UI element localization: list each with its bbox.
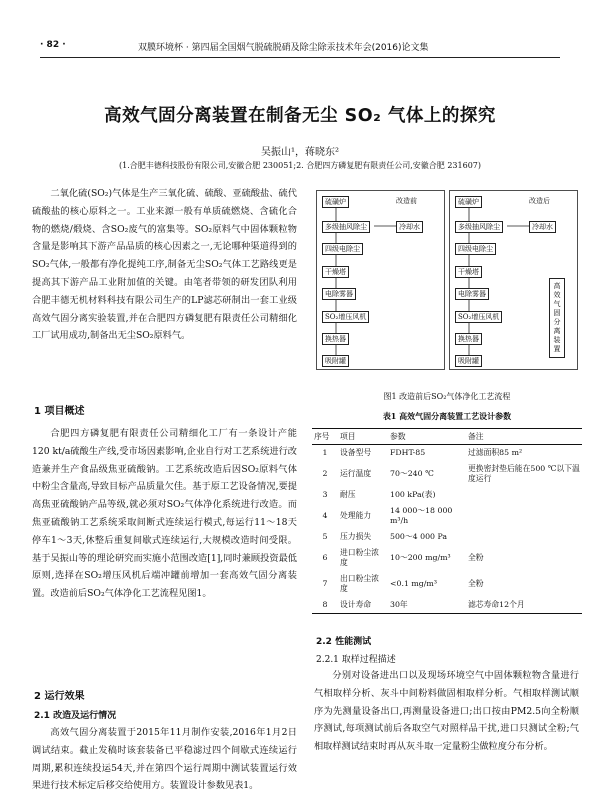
table-row xyxy=(312,445,582,462)
cell-no: 2 xyxy=(322,469,328,478)
cell-item: 出口粉尘浓度 xyxy=(340,574,379,593)
after-label: 改造后 xyxy=(529,197,550,205)
section-1-heading: 1 项目概述 xyxy=(34,406,85,417)
cell-param: 500～4 000 Pa xyxy=(390,532,448,541)
cell-param: 14 000～18 000 m³/h xyxy=(390,506,453,525)
table-row xyxy=(312,487,582,503)
before-label: 改造前 xyxy=(396,197,417,205)
separator-unit-box: 高效气固分离装置 xyxy=(549,278,565,358)
before-step-3: 四级电除尘 xyxy=(322,243,363,255)
cell-item: 耐压 xyxy=(340,490,356,499)
table-row xyxy=(312,545,582,571)
cell-item: 处理能力 xyxy=(340,511,372,520)
journal-title: 双膜环境杯 · 第四届全国烟气脱硫脱硝及除尘除汞技术年会(2016)论文集 xyxy=(138,43,429,53)
after-step-8: 吸附罐 xyxy=(455,355,482,367)
figure-caption: 图1 改造前后SO₂气体净化工艺流程 xyxy=(383,392,511,401)
cell-no: 3 xyxy=(322,490,328,499)
design-parameter-table xyxy=(312,428,582,614)
col-header-param: 参数 xyxy=(388,429,466,445)
before-step-2: 多级抽风除尘 xyxy=(322,221,370,233)
subsection-2-2-1-text: 分别对设备进出口以及现场环境空气中固体颗粒物含量进行气相取样分析、灰斗中间粉料做固相取样分析。气相取样测试顺序为先测量设备出口,再测量设备进口;出口按由PM2.5向全粉顺序测试,每项测试前后各取空气对照样品干扰,进口只测试全粉;气相取样测试结束时再从灰斗取一定量粉尘做粒度分布分析。 xyxy=(314,670,579,753)
cell-note: 全粉 xyxy=(468,579,484,588)
cell-note xyxy=(466,529,582,545)
header-rule xyxy=(40,57,560,58)
cell-note xyxy=(466,487,582,503)
cell-note: 更换密封垫后能在500 ℃以下温度运行 xyxy=(468,464,580,483)
before-step-8: 吸附罐 xyxy=(322,355,349,367)
cell-no: 8 xyxy=(312,597,338,614)
cell-note: 过滤面积85 m² xyxy=(468,448,523,457)
cell-param: 10～200 mg/m³ xyxy=(390,553,451,562)
cell-no: 1 xyxy=(322,448,328,457)
cell-no: 5 xyxy=(322,532,328,541)
cell-note: 全粉 xyxy=(468,553,484,562)
cell-param: 100 kPa(表) xyxy=(390,490,436,499)
cell-item: 进口粉尘浓度 xyxy=(340,548,379,567)
after-cooling-water: 冷却水 xyxy=(529,221,556,233)
table-row xyxy=(312,503,582,529)
subsection-2-2-1-heading: 2.2.1 取样过程描述 xyxy=(316,655,396,665)
after-step-4: 干燥塔 xyxy=(455,266,482,278)
cell-note xyxy=(466,503,582,529)
after-step-6: SO₂增压风机 xyxy=(455,311,502,323)
table-row xyxy=(312,529,582,545)
table-header-row xyxy=(312,429,582,445)
before-step-6: SO₂增压风机 xyxy=(322,311,369,323)
cell-item: 压力损失 xyxy=(340,532,372,541)
after-step-3: 四级电除尘 xyxy=(455,243,496,255)
cell-param: FDHT-85 xyxy=(390,448,426,457)
intro-paragraph: 二氧化硫(SO₂)气体是生产三氧化硫、硫酸、亚硫酸盐、硫代硫酸盐的核心原料之一。工业来源一般有单质硫燃烧、含硫化合物的燃烧/煅烧、含SO₂废气的富集等。SO₂原料气中固体颗粒物含量是影响其下游产品品质的核心因素之一,无论哪种渠道得到的SO₂气体,一般都有净化提纯工序,制备无尘SO₂气体工艺路线更是提高其下游产品工业附加值的关键。由笔者带领的研发团队利用合肥丰德无机材料科技有限公司生产的LP滤芯研制出一套工业级高效气固分离实验装置,并在合肥四方磷复肥有限责任公司精细化工厂试用成功,制备出无尘SO₂原料气。 xyxy=(32,188,297,342)
cell-param: <0.1 mg/m³ xyxy=(390,579,437,588)
before-step-1: 硫磺炉 xyxy=(322,196,349,208)
paper-title: 高效气固分离装置在制备无尘 SO₂ 气体上的探究 xyxy=(104,106,496,126)
page-number: · 82 · xyxy=(40,40,66,50)
subsection-2-1-heading: 2.1 改造及运行情况 xyxy=(34,711,117,721)
before-cooling-water: 冷却水 xyxy=(396,221,423,233)
after-step-5: 电除雾器 xyxy=(455,288,489,300)
section-2-heading: 2 运行效果 xyxy=(34,691,85,702)
section-1-text: 合肥四方磷复肥有限责任公司精细化工厂有一条设计产能120 kt/a硫酸生产线,受市场因素影响,企业自行对工艺系统进行改造兼并生产食品级焦亚硫酸钠。工艺系统改造后因SO₂原料气体中粉尘含量高,导致目标产品质量欠佳。基于原工艺设备情况,要提高焦亚硫酸钠产品等级,就必须对SO₂气体净化系统进行改造。而焦亚硫酸钠工艺系统采取间断式连续运行模式,每运行11～18天停车1～3天,休整后重复间歇式连续运行,大规模改造时间受限。基于吴振山等的理论研究而实施小范围改造[1],同时兼顾投资最低原则,选择在SO₂增压风机后端冲罐前增加一套高效气固分离装置。改造前后SO₂气体净化工艺流程见图1。 xyxy=(32,428,297,600)
cell-param: 70～240 ℃ xyxy=(390,469,434,478)
cell-no: 7 xyxy=(322,579,328,588)
table-caption: 表1 高效气固分离装置工艺设计参数 xyxy=(382,411,512,421)
running-header xyxy=(40,40,560,56)
cell-item: 运行温度 xyxy=(340,469,372,478)
subsection-2-1-text: 高效气固分离装置于2015年11月制作安装,2016年1月2日调试结束。截止发稿时该套装备已平稳滤过四个间歇式连续运行周期,累积连续投运54天,并在第四个运行周期中测试装置运行效果进行技术标定后移交给使用方。装置设计参数见表1。 xyxy=(32,727,297,792)
col-header-no: 序号 xyxy=(312,429,338,445)
before-step-7: 换热器 xyxy=(322,333,349,345)
cell-item: 设备型号 xyxy=(340,448,372,457)
flow-connectors xyxy=(316,190,578,370)
cell-note: 滤芯寿命12个月 xyxy=(466,597,582,614)
cell-item: 设计寿命 xyxy=(338,597,388,614)
after-step-1: 硫磺炉 xyxy=(455,196,482,208)
after-step-7: 换热器 xyxy=(455,333,482,345)
table-row xyxy=(312,571,582,597)
col-header-note: 备注 xyxy=(466,429,582,445)
table-row xyxy=(312,597,582,614)
before-step-5: 电除雾器 xyxy=(322,288,356,300)
subsection-2-2-heading: 2.2 性能测试 xyxy=(316,637,372,647)
before-step-4: 干燥塔 xyxy=(322,266,349,278)
cell-no: 4 xyxy=(322,511,328,520)
process-flow-diagram xyxy=(316,190,578,370)
cell-no: 6 xyxy=(322,553,328,562)
after-step-2: 多级抽风除尘 xyxy=(455,221,503,233)
affiliation: (1.合肥丰德科技股份有限公司,安徽合肥 230051;2. 合肥四方磷复肥有限责任公司,安徽合肥 231607) xyxy=(119,161,481,170)
authors: 吴振山¹，蒋晓东² xyxy=(260,147,340,158)
cell-param: 30年 xyxy=(388,597,466,614)
col-header-item: 项目 xyxy=(338,429,388,445)
table-row xyxy=(312,461,582,487)
